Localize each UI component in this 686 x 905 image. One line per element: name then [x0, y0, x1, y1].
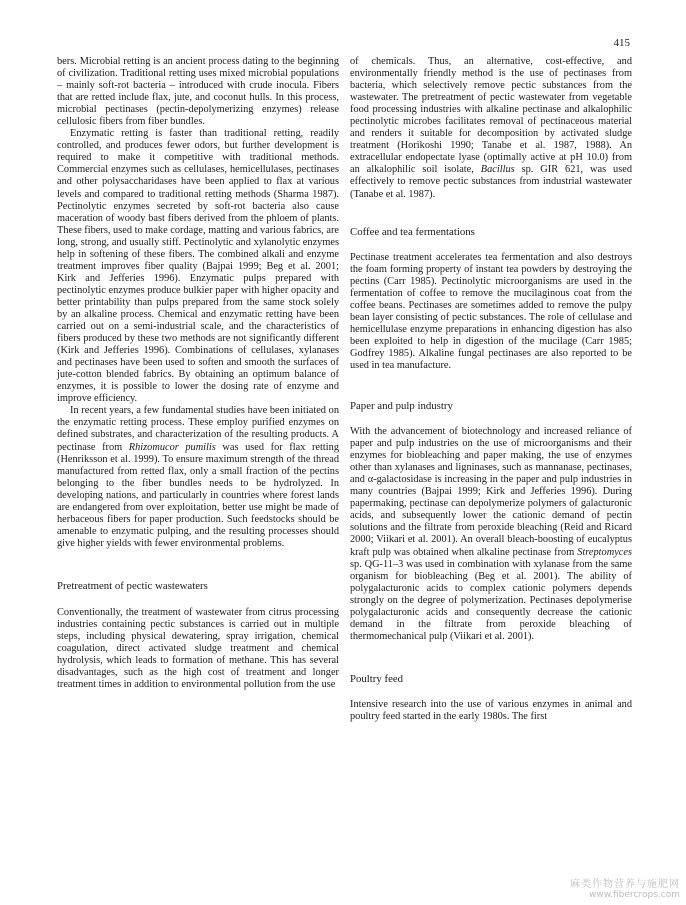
- species-name: Rhizomucor pumilis: [128, 441, 216, 453]
- paragraph-text: sp. GIR 621, was used effectively to remove pectic substances from industrial wastewater (Tanabe et al. 1987).: [350, 164, 632, 200]
- paragraph: [57, 405, 339, 550]
- paragraph: Pectinase treatment accelerates tea fermentation and also destroys the foam forming property of instant tea powders by destroying the pectins (Carr 1985). Pectinolytic microorganisms are used in the fermentation of coffee to remove the mucilaginous coat from the coffee beans. Pectinases are sometimes added to remove the pulpy bean layer consisting of pectic substances. The role of cellulase and hemicellulase enzyme preparations in enhancing digestion has also been exploited to help in digestion of the mucilage (Carr 1985; Godfrey 1985). Alkaline fungal pectinases are also reported to be used in tea manufacture.: [350, 251, 632, 371]
- paragraph-text: was used for flax retting (Henriksson et al. 1999). To ensure maximum strength of the thread manufactured from retted flax, only a small fraction of the pectins belonging to the fiber bundles needs to be hydrolyzed. In developing nations, and particularly in countries where forest lands are endangered from over exploitation, better use might be made of herbaceous fibers for paper production. Such feedstocks should be amenable to enzymatic pulping, and the resulting processes should give higher yields with fewer environmental problems.: [57, 441, 339, 549]
- section-heading-poultry: Poultry feed: [350, 672, 404, 685]
- paragraph: bers. Microbial retting is an ancient process dating to the beginning of civilization. Traditional retting uses mixed microbial populations – mainly soft-rot bacteria – introduced with crude inocula. Fibers that are retted include flax, jute, and coconut hulls. In this process, microbial pectinases (pectin-depolymerizing enzymes) release cellulosic fibers from fiber bundles.: [57, 56, 339, 128]
- paragraph: Conventionally, the treatment of wastewater from citrus processing industries containing pectic substances is carried out in multiple steps, including physical dewatering, spray irrigation, chemical coagulation, direct activated sludge treatment and chemical hydrolysis, which leads to formation of methane. This has several disadvantages, such as the high cost of treatment and longer treatment times in addition to environmental pollution from the use: [57, 606, 339, 691]
- paragraph: Intensive research into the use of various enzymes in animal and poultry feed started in the early 1980s. The first: [350, 698, 632, 722]
- paragraph-text: With the advancement of biotechnology and increased reliance of paper and pulp industries on the use of microorganisms and their enzymes for biobleaching and paper making, the use of enzymes other than xylanases and ligninases, such as mannanase, pectinases, and α-galactosidase is increasing in the paper and pulp industries in many countries (Bajpai 1999; Kirk and Jefferies 1996). During papermaking, pectinase can depolymerize polymers of galacturonic acids, and subsequently lower the cationic demand of pectin solutions and the filtrate from peroxide bleaching (Reid and Ricard 2000; Viikari et al. 2001). An overall bleach-boosting of eucalyptus kraft pulp was obtained when alkaline pectinase from: [350, 426, 632, 558]
- species-name: Bacillus: [480, 164, 515, 176]
- section-heading-paper: Paper and pulp industry: [350, 400, 453, 413]
- paragraph: [350, 56, 632, 201]
- watermark-url: www.fibercrops.com: [589, 890, 680, 900]
- right-column: [350, 56, 632, 723]
- species-name: Streptomyces: [577, 546, 632, 558]
- paragraph: Enzymatic retting is faster than traditional retting, readily controlled, and produces fewer odors, but further development is required to make it competitive with traditional methods. Commercial enzymes such as cellulases, hemicellulases, pectinases and other polysaccharidases have been applied to flax at various levels and compared to traditional retting methods (Sharma 1987). Pectinolytic enzymes secreted by soft-rot bacteria also cause maceration of woody bast fibers derived from the phloem of plants. These fibers, used to make cordage, matting and various fabrics, are long, strong, and usually stiff. Pectinolytic and xylanolytic enzymes help in softening of these fibers. The combined alkali and enzyme treatment improves fiber quality (Bajpai 1999; Beg et al. 2001; Kirk and Jefferies 1996). Enzymatic pulps prepared with pectinolytic enzymes produce bulkier paper with higher opacity and better printability than pulps prepared from the same stock solely by an alkaline process. Chemical and enzymatic retting have been carried out on a semi-industrial scale, and the characteristics of fibers produced by these two methods are not significantly different (Kirk and Jefferies 1996). Combinations of cellulases, xylanases and pectinases have been used to soften and smooth the surfaces of jute-cotton blended fabrics. By obtaining an optimum balance of enzymes, it is possible to lower the dosing rate of enzyme and improve efficiency.: [57, 128, 339, 405]
- paragraph-text: In recent years, a few fundamental studies have been initiated on the enzymatic retting process. These employ purified enzymes on defined substrates, and characterization of the resulting products. A pectinase from: [57, 405, 339, 453]
- paragraph: [350, 426, 632, 643]
- paragraph-text: of chemicals. Thus, an alternative, cost-effective, and environmentally friendly method is the use of pectinases from bacteria, which selectively remove pectic substances from the wastewater. The pretreatment of pectic wastewater from vegetable food processing industries with alkaline pectinase and alkalophilic pectinolytic microbes facilitates removal of pectinaceous material and renders it suitable for decomposition by activated sludge treatment (Horikoshi 1990; Tanabe et al. 1987, 1988). An extracellular endopectate lyase (optimally active at pH 10.0) from an alkalophilic soil isolate,: [350, 56, 632, 176]
- page-number: 415: [613, 37, 630, 49]
- watermark-title: 麻类作物营养与施肥网: [570, 879, 680, 890]
- paragraph-text: sp. QG-11–3 was used in combination with xylanase from the same organism for biobleaching (Beg et al. 2001). The ability of polygalacturonic acids to complex cationic polymers depends strongly on the degree of polymerization. Pectinases depolymerise polygalacturonic acids and consequently decrease the cationic demand in the filtrate from peroxide bleaching of thermomechanical pulp (Viikari et al. 2001).: [350, 558, 632, 642]
- section-heading-pretreatment: Pretreatment of pectic wastewaters: [57, 579, 208, 592]
- watermark: [570, 879, 680, 901]
- left-column: [57, 56, 339, 691]
- section-heading-coffee: Coffee and tea fermentations: [350, 225, 475, 238]
